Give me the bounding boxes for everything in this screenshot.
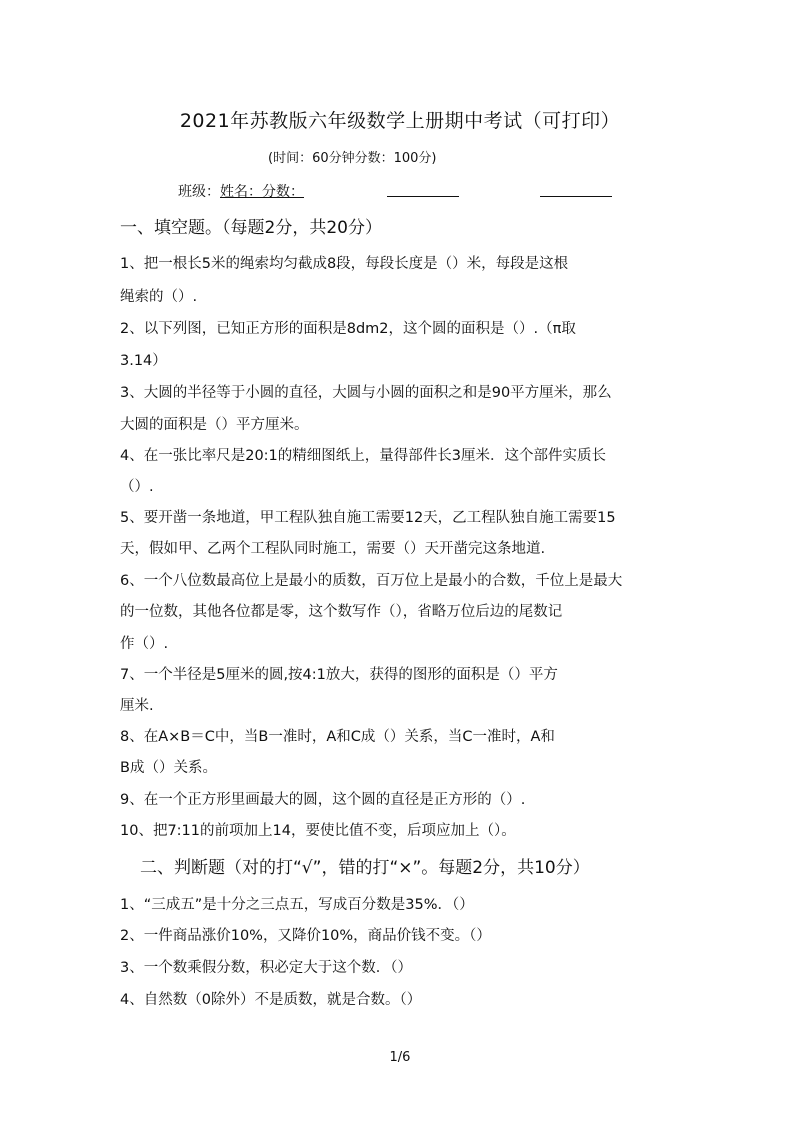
score-blank: [540, 196, 612, 197]
question-line: 7、一个半径是5厘米的圆,按4:1放大，获得的图形的面积是（）平方: [120, 667, 558, 683]
question-line: （）.: [120, 479, 154, 495]
question-line: 1、把一根长5米的绳索均匀截成8段，每段长度是（）米，每段是这根: [120, 256, 569, 272]
question-line: 8、在A×B＝C中，当B一准时，A和C成（）关系，当C一准时，A和: [120, 729, 555, 745]
question-line: 的一位数，其他各位都是零，这个数写作（），省略万位后边的尾数记: [120, 604, 563, 620]
section-heading-true-false: 二、判断题（对的打“√”，错的打“×”。每题2分，共10分）: [140, 858, 590, 878]
student-info-line: [178, 181, 304, 201]
question-line: 2、一件商品涨价10%，又降价10%，商品价钱不变。（）: [120, 928, 491, 944]
exam-time-score: (时间：60分钟分数：100分): [268, 151, 437, 166]
page-number: 1/6: [389, 1050, 411, 1065]
question-line: 9、在一个正方形里画最大的圆，这个圆的直径是正方形的（）.: [120, 792, 526, 808]
question-line: 作（）.: [120, 636, 169, 652]
class-label: 班级：: [178, 184, 220, 200]
page-title: 2021年苏教版六年级数学上册期中考试（可打印）: [179, 110, 621, 132]
question-line: 2、以下列图，已知正方形的面积是8dm2，这个圆的面积是（）.（π取: [120, 321, 576, 337]
name-blank: [387, 196, 459, 197]
question-line: 4、在一张比率尺是20:1的精细图纸上，量得部件长3厘米．这个部件实质长: [120, 448, 607, 464]
section-heading-fill-in: 一、填空题。（每题2分，共20分）: [120, 218, 382, 238]
question-line: 4、自然数（0除外）不是质数，就是合数。（）: [120, 992, 422, 1008]
question-line: 绳索的（）.: [120, 289, 198, 305]
name-score-label: 姓名：分数：: [220, 184, 304, 200]
question-line: 10、把7:11的前项加上14，要使比值不变，后项应加上（）。: [120, 823, 516, 839]
question-line: 厘米.: [120, 698, 154, 714]
question-line: 6、一个八位数最高位上是最小的质数，百万位上是最小的合数，千位上是最大: [120, 573, 623, 589]
question-line: 大圆的面积是（）平方厘米。: [120, 417, 309, 433]
question-line: 3、一个数乘假分数，积必定大于这个数．（）: [120, 960, 412, 976]
question-line: 5、要开凿一条地道，甲工程队独自施工需要12天，乙工程队独自施工需要15: [120, 510, 616, 526]
question-line: 3、大圆的半径等于小圆的直径，大圆与小圆的面积之和是90平方厘米，那么: [120, 385, 612, 401]
question-line: 1、“三成五”是十分之三点五，写成百分数是35%．（）: [120, 897, 474, 913]
question-line: 天，假如甲、乙两个工程队同时施工，需要（）天开凿完这条地道.: [120, 541, 546, 557]
question-line: B成（）关系。: [120, 760, 217, 776]
question-line: 3.14）: [120, 353, 167, 369]
